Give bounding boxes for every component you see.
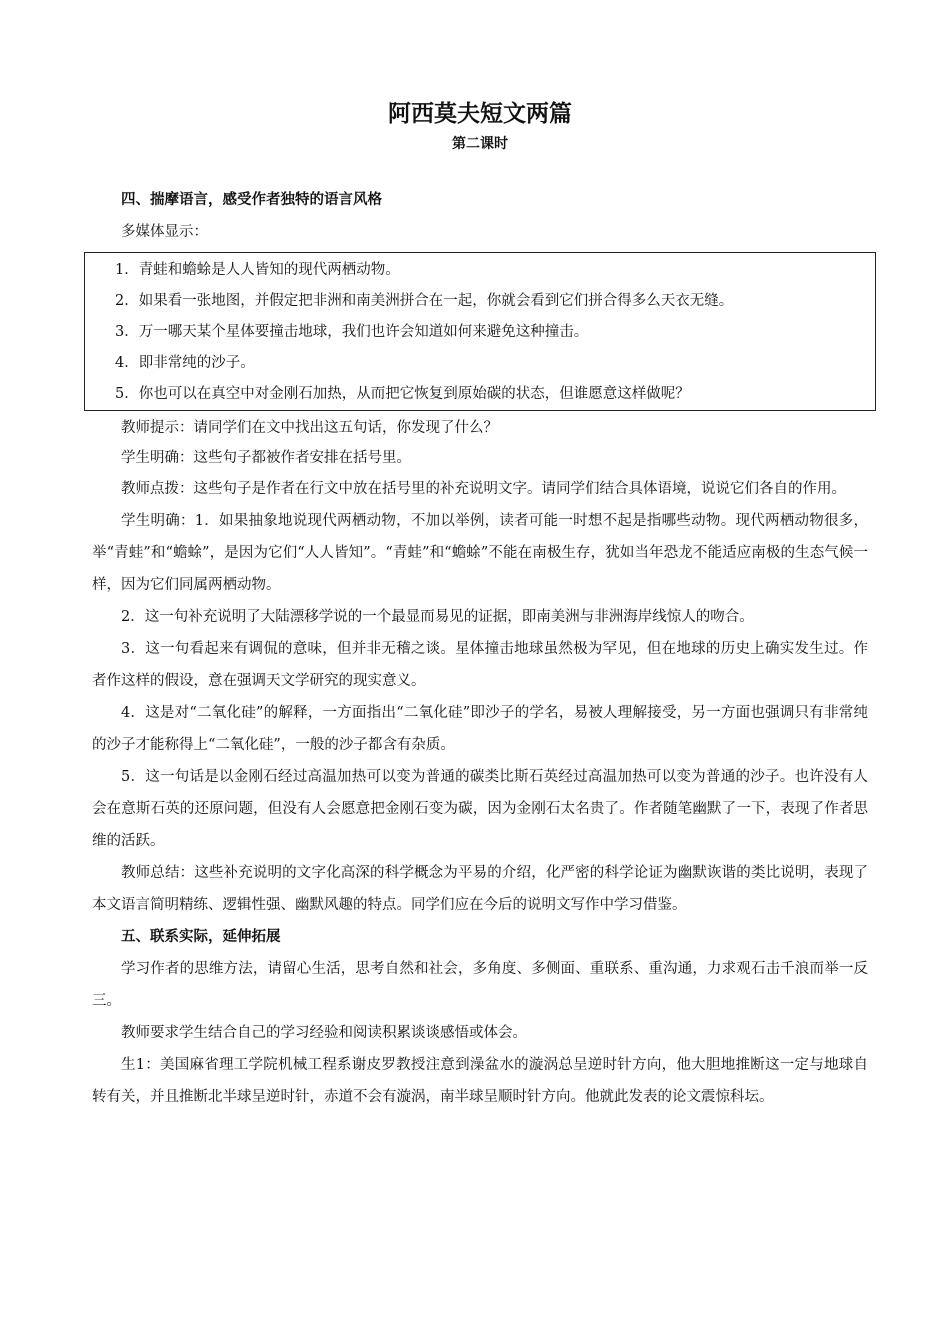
teacher-prompt: 教师提示：请同学们在文中找出这五句话，你发现了什么？ xyxy=(121,420,498,436)
box-item-4: 4．即非常纯的沙子。 xyxy=(115,355,255,371)
section-5-heading: 五、联系实际，延伸拓展 xyxy=(121,929,281,945)
multimedia-box xyxy=(84,252,876,411)
student-1-response: 生1：美国麻省理工学院机械工程系谢皮罗教授注意到澡盆水的漩涡总呈逆时针方向，他大胆地推断这一定与地球自转有关，并且推断北半球呈逆时针，赤道不会有漩涡，南半球呈顺时针方向。他就此发表的论文震惊科坛。 xyxy=(92,1057,868,1105)
box-item-3: 3．万一哪天某个星体要撞击地球，我们也许会知道如何来避免这种撞击。 xyxy=(115,324,589,340)
multimedia-label: 多媒体显示： xyxy=(121,224,208,240)
student-answer-brackets: 学生明确：这些句子都被作者安排在括号里。 xyxy=(121,450,411,466)
student-answer-1: 学生明确：1．如果抽象地说现代两栖动物，不加以举例，读者可能一时想不起是指哪些动物。现代两栖动物很多，举“青蛙”和“蟾蜍”，是因为它们“人人皆知”。“青蛙”和“蟾蜍”不能在南极生存，犹如当年恐龙不能适应南极的生态气候一样，因为它们同属两栖动物。 xyxy=(92,513,868,593)
lesson-subtitle: 第二课时 xyxy=(452,136,508,152)
box-item-2: 2．如果看一张地图，并假定把非洲和南美洲拼合在一起，你就会看到它们拼合得多么天衣无缝。 xyxy=(115,293,734,309)
student-answer-4: 4．这是对“二氧化硅”的解释，一方面指出“二氧化硅”即沙子的学名，易被人理解接受，另一方面也强调只有非常纯的沙子才能称得上“二氧化硅”，一般的沙子都含有杂质。 xyxy=(92,705,868,753)
teacher-request: 教师要求学生结合自己的学习经验和阅读积累谈谈感悟或体会。 xyxy=(121,1025,527,1041)
box-item-1: 1．青蛙和蟾蜍是人人皆知的现代两栖动物。 xyxy=(115,262,400,278)
student-answer-3: 3．这一句看起来有调侃的意味，但并非无稽之谈。星体撞击地球虽然极为罕见，但在地球的历史上确实发生过。作者作这样的假设，意在强调天文学研究的现实意义。 xyxy=(92,641,868,689)
section-4-heading: 四、揣摩语言，感受作者独特的语言风格 xyxy=(121,192,382,208)
extension-instruction: 学习作者的思维方法，请留心生活，思考自然和社会，多角度、多侧面、重联系、重沟通，力求观石击千浪而举一反三。 xyxy=(92,961,868,1009)
teacher-guidance: 教师点拨：这些句子是作者在行文中放在括号里的补充说明文字。请同学们结合具体语境，说说它们各自的作用。 xyxy=(121,481,846,497)
student-answer-5: 5．这一句话是以金刚石经过高温加热可以变为普通的碳类比斯石英经过高温加热可以变为普通的沙子。也许没有人会在意斯石英的还原问题，但没有人会愿意把金刚石变为碳，因为金刚石太名贵了。作者随笔幽默了一下，表现了作者思维的活跃。 xyxy=(92,769,868,849)
box-item-5: 5．你也可以在真空中对金刚石加热，从而把它恢复到原始碳的状态，但谁愿意这样做呢？ xyxy=(115,386,690,402)
teacher-summary: 教师总结：这些补充说明的文字化高深的科学概念为平易的介绍，化严密的科学论证为幽默诙谐的类比说明，表现了本文语言简明精练、逻辑性强、幽默风趣的特点。同学们应在今后的说明文写作中学习借鉴。 xyxy=(92,865,868,913)
student-answer-2: 2．这一句补充说明了大陆漂移学说的一个最显而易见的证据，即南美洲与非洲海岸线惊人的吻合。 xyxy=(121,609,754,625)
document-page xyxy=(92,96,868,1113)
document-title: 阿西莫夫短文两篇 xyxy=(388,101,572,127)
